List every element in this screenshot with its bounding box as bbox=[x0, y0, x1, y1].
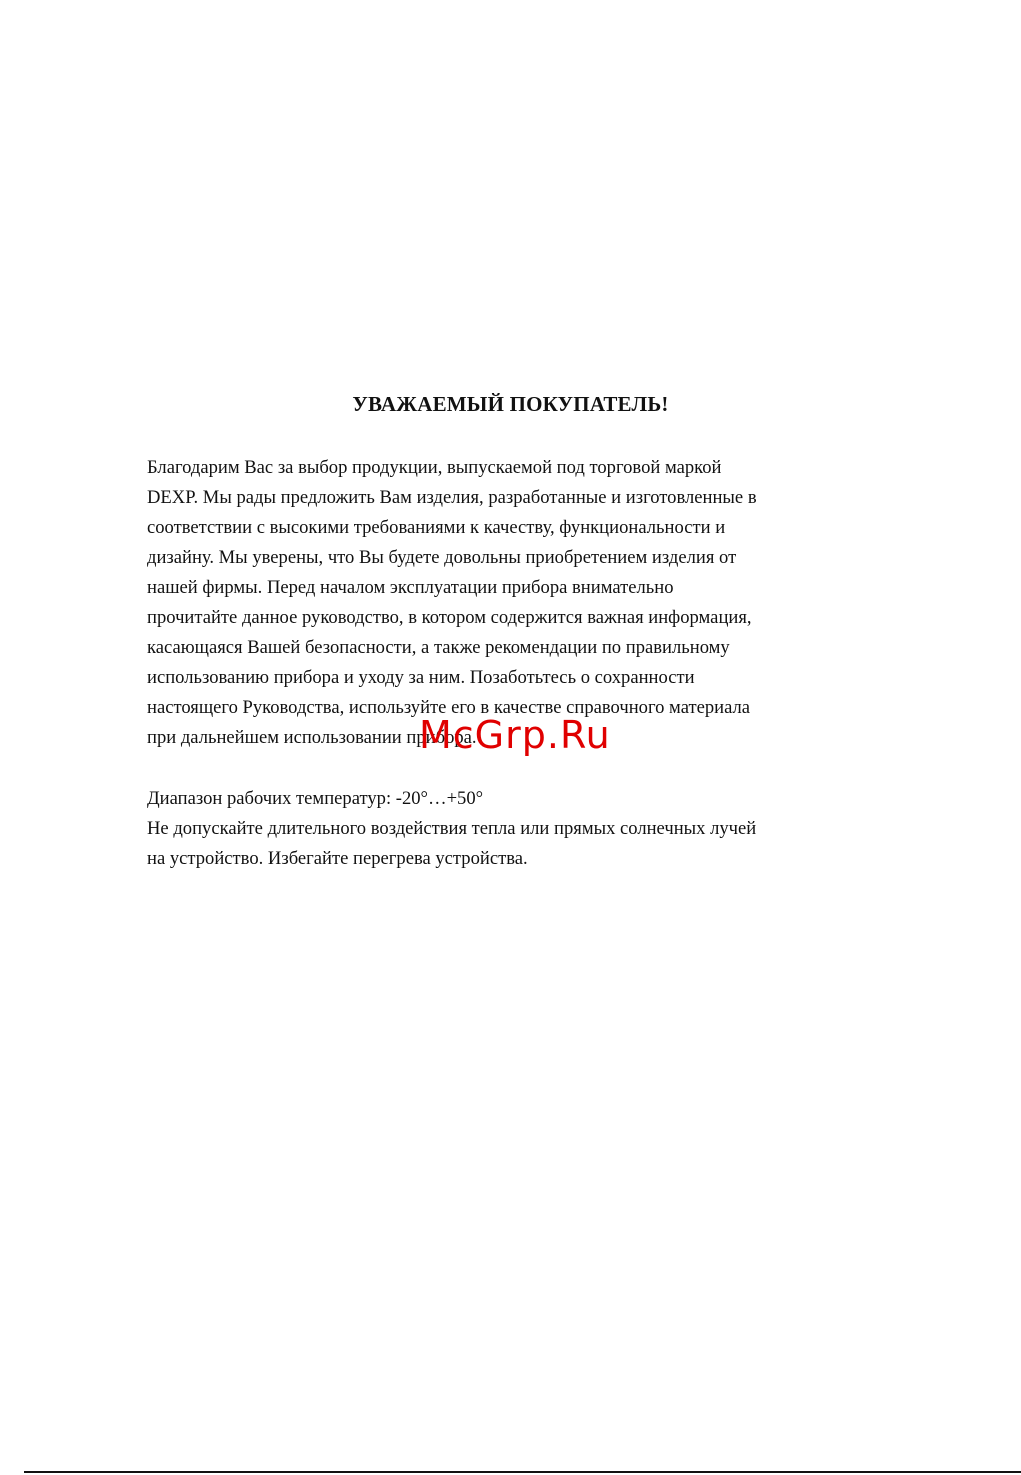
intro-line: Благодарим Вас за выбор продукции, выпускаемой под торговой маркой bbox=[147, 457, 722, 478]
watermark-logo: McGrp.Ru bbox=[419, 713, 611, 757]
intro-line: настоящего Руководства, используйте его в качестве справочного материала bbox=[147, 697, 751, 718]
temperature-paragraph bbox=[147, 784, 847, 874]
intro-line: прочитайте данное руководство, в котором содержится важная информация, bbox=[147, 607, 752, 628]
intro-line: дизайну. Мы уверены, что Вы будете довольны приобретением изделия от bbox=[147, 547, 737, 568]
page-title: УВАЖАЕМЫЙ ПОКУПАТЕЛЬ! bbox=[352, 392, 669, 416]
temperature-range-line: Диапазон рабочих температур: -20°…+50° bbox=[147, 788, 484, 809]
bottom-divider bbox=[24, 1471, 1021, 1473]
intro-line: соответствии с высокими требованиями к качеству, функциональности и bbox=[147, 517, 726, 538]
intro-line: при дальнейшем использовании прибора. bbox=[147, 727, 477, 748]
intro-line: DEXP. Мы рады предложить Вам изделия, разработанные и изготовленные в bbox=[147, 487, 757, 508]
intro-line: использованию прибора и уходу за ним. Позаботьтесь о сохранности bbox=[147, 667, 695, 688]
intro-line: нашей фирмы. Перед началом эксплуатации прибора внимательно bbox=[147, 577, 674, 598]
heat-warning-line: на устройство. Избегайте перегрева устройства. bbox=[147, 848, 528, 869]
intro-paragraph bbox=[147, 453, 847, 757]
heat-warning-line: Не допускайте длительного воздействия тепла или прямых солнечных лучей bbox=[147, 818, 757, 839]
intro-line: касающаяся Вашей безопасности, а также рекомендации по правильному bbox=[147, 637, 730, 658]
